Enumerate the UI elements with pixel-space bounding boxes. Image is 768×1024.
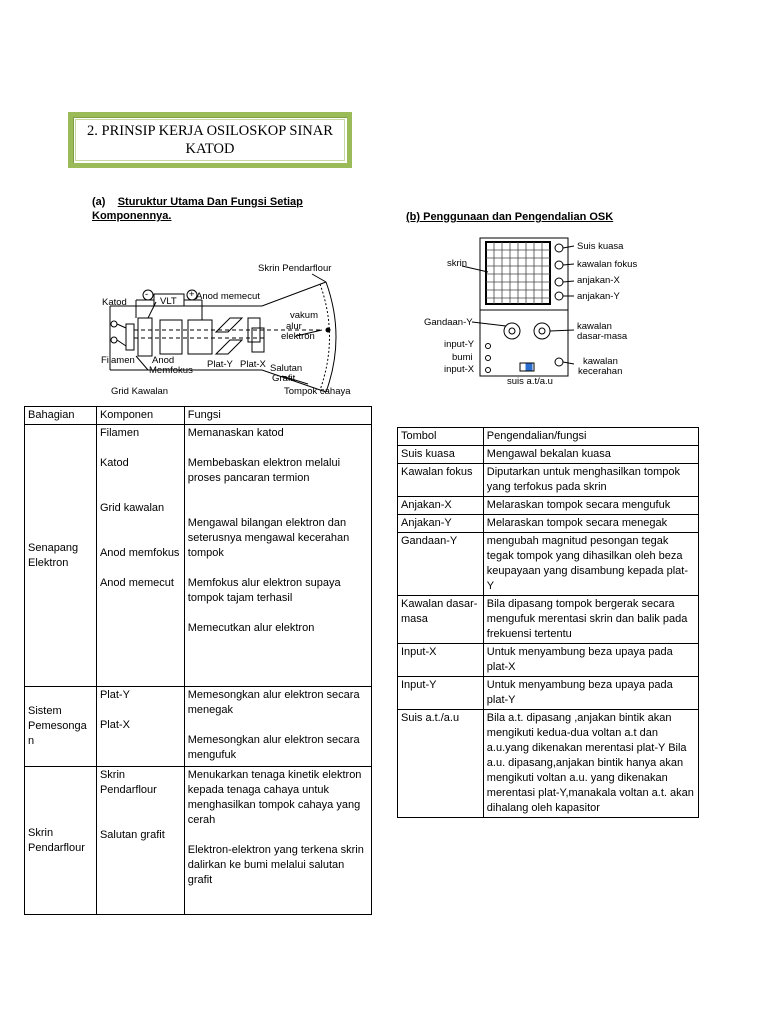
label-plat-x: Plat-X: [240, 359, 266, 370]
table2-row: [398, 446, 699, 464]
table2-row: [398, 596, 699, 644]
table1-fungsi: Menukarkan tenaga kinetik elektron kepada tenaga cahaya untuk menghasilkan tompok cahaya yang cerah: [187, 769, 362, 826]
table2-row: [398, 644, 699, 677]
crt-screen: [326, 282, 336, 392]
label-vlt: VLT: [160, 296, 177, 307]
label-vlt-minus: -: [145, 289, 149, 300]
label-filamen: Filamen: [101, 355, 135, 366]
title-line-1: 2. PRINSIP KERJA OSILOSKOP SINAR: [87, 123, 333, 139]
table2-cell-tombol: Suis a.t./a.u: [398, 710, 484, 818]
table1-fungsi: Membebaskan elektron melalui proses pancaran termion: [187, 457, 341, 484]
section-a-heading-line-2: Komponennya.: [92, 210, 172, 222]
table1-komponen-cell: [96, 425, 184, 687]
table1-komponen: Grid kawalan: [99, 502, 165, 514]
label-tompok-cahaya: Tompok cahaya: [284, 386, 351, 397]
screen-grid: [486, 242, 550, 304]
section-b-heading: (b) Penggunaan dan Pengendalian OSK: [406, 211, 614, 223]
table1-row-senapang: [25, 425, 372, 687]
table-pengendalian-osk: [397, 427, 699, 818]
gandaan-y-knob: [504, 323, 520, 339]
table1-row-skrin: [25, 767, 372, 915]
table1-bahagian: Skrin Pendarflour: [25, 767, 97, 915]
table1-fungsi: Memecutkan alur elektron: [187, 622, 315, 634]
suis-kuasa-knob: [555, 244, 563, 252]
tompok-cahaya-dot: [326, 328, 331, 333]
table2-cell-tombol: Suis kuasa: [398, 446, 484, 464]
table2-cell-tombol: Kawalan dasar-masa: [398, 596, 484, 644]
label-anod-memfokus-1: Anod: [152, 355, 175, 366]
label-kawalan-kecerahan-1: kawalan: [583, 356, 618, 367]
table2-cell-fungsi: Untuk menyambung beza upaya pada plat-X: [483, 644, 698, 677]
table1-bahagian: Sistem Pemesonga n: [25, 687, 97, 767]
table1-header-row: [25, 407, 372, 425]
label-alur: alur: [286, 321, 302, 332]
label-katod: Katod: [102, 297, 127, 308]
label-plat-y: Plat-Y: [207, 359, 233, 370]
table1-fungsi-cell: [184, 767, 371, 915]
table2-cell-tombol: Input-X: [398, 644, 484, 677]
label-elektron: elektron: [281, 331, 315, 342]
anod-memfokus-shape: [160, 320, 182, 354]
kawalan-fokus-knob: [555, 261, 563, 269]
table-komponen-osk: [24, 406, 372, 915]
table1-fungsi: Mengawal bilangan elektron dan seterusnya mengawal kecerahan tompok: [187, 517, 350, 559]
table2-header-row: [398, 428, 699, 446]
table2-cell-fungsi: Diputarkan untuk menghasilkan tompok yang terfokus pada skrin: [483, 464, 698, 497]
label-gandaan-y: Gandaan-Y: [424, 317, 473, 328]
table1-header-bahagian: Bahagian: [25, 407, 97, 425]
label-anjakan-x: anjakan-X: [577, 275, 620, 286]
filamen-terminal-2: [111, 337, 117, 343]
table1-fungsi: Memanaskan katod: [187, 427, 284, 439]
table1-fungsi: Memesongkan alur elektron secara mengufuk: [187, 734, 360, 761]
label-grid-kawalan: Grid Kawalan: [111, 386, 169, 397]
label-anod-memecut: Anod memecut: [196, 291, 260, 302]
label-vlt-plus: +: [189, 289, 195, 300]
section-a-heading-line-1: Sturuktur Utama Dan Fungsi Setiap: [117, 196, 303, 208]
label-input-y: input-Y: [444, 339, 475, 350]
table2-cell-fungsi: Untuk menyambung beza upaya pada plat-Y: [483, 677, 698, 710]
table2-header-fungsi: Pengendalian/fungsi: [483, 428, 698, 446]
label-skrin-pendarflour: Skrin Pendarflour: [258, 263, 332, 274]
page-title: [75, 119, 345, 161]
label-vakum: vakum: [290, 310, 318, 321]
bumi-socket: [486, 356, 491, 361]
table1-bahagian: Senapang Elektron: [25, 425, 97, 687]
table1-komponen: Plat-X: [99, 719, 130, 731]
table1-komponen: Salutan grafit: [99, 829, 165, 841]
kawalan-dasar-masa-knob: [534, 323, 550, 339]
table2-cell-tombol: Anjakan-X: [398, 497, 484, 515]
table2-cell-tombol: Gandaan-Y: [398, 533, 484, 596]
table1-komponen-cell: [96, 687, 184, 767]
filamen-terminal-1: [111, 321, 117, 327]
table2-cell-fungsi: mengubah magnitud pesongan tegak tegak tompok yang dihasilkan oleh beza keupayaan yang disambung kepada plat-Y: [483, 533, 698, 596]
label-anod-memfokus-2: Memfokus: [149, 365, 193, 376]
table2-cell-fungsi: Bila a.t. dipasang ,anjakan bintik akan mengikuti kedua-dua voltan a.t dan a.u.yang dikenakan merentasi plat-Y Bila a.u. dipasang,anjakan bintik hanya akan mengikuti voltan a.u. yang dikenakan merentasi plat-Y,manakala voltan a.t. akan dihalang oleh kapasitor: [483, 710, 698, 818]
table1-komponen: Filamen: [99, 427, 140, 439]
anjakan-y-knob: [555, 292, 563, 300]
label-anjakan-y: anjakan-Y: [577, 291, 620, 302]
table1-komponen: Anod memecut: [99, 577, 174, 589]
table2-header-tombol: Tombol: [398, 428, 484, 446]
table1-header-fungsi: Fungsi: [184, 407, 371, 425]
table2-row: [398, 464, 699, 497]
table1-row-pemesongan: [25, 687, 372, 767]
table1-komponen: Skrin Pendarflour: [99, 769, 157, 796]
table2-cell-fungsi: Melaraskan tompok secara menegak: [483, 515, 698, 533]
table1-komponen: Katod: [99, 457, 129, 469]
label-kawalan-dasar-1: kawalan: [577, 321, 612, 332]
table1-fungsi-cell: [184, 425, 371, 687]
label-kawalan-kecerahan-2: kecerahan: [578, 366, 623, 377]
table1-fungsi-cell: [184, 687, 371, 767]
table2-cell-fungsi: Melaraskan tompok secara mengufuk: [483, 497, 698, 515]
label-osk-skrin: skrin: [447, 258, 468, 269]
kawalan-kecerahan-knob: [555, 358, 563, 366]
input-y-socket: [486, 344, 491, 349]
table2-row: [398, 710, 699, 818]
label-bumi: bumi: [452, 352, 473, 363]
oscilloscope-body: [480, 238, 568, 376]
label-suis-atau: suis a.t/a.u: [507, 376, 553, 387]
section-a-marker: (a): [92, 196, 106, 208]
table2-row: [398, 515, 699, 533]
table2-cell-fungsi: Mengawal bekalan kuasa: [483, 446, 698, 464]
table2-cell-fungsi: Bila dipasang tompok bergerak secara mengufuk merentasi skrin dan balik pada frekuensi tertentu: [483, 596, 698, 644]
table2-cell-tombol: Anjakan-Y: [398, 515, 484, 533]
label-salutan-1: Salutan: [270, 363, 303, 374]
table1-komponen: Anod memfokus: [99, 547, 180, 559]
anod-memecut-shape: [188, 320, 212, 354]
table2-row: [398, 677, 699, 710]
table1-fungsi: Elektron-elektron yang terkena skrin dalirkan ke bumi melalui salutan grafit: [187, 844, 364, 886]
label-kawalan-dasar-2: dasar-masa: [577, 331, 628, 342]
table2-cell-tombol: Input-Y: [398, 677, 484, 710]
title-line-2: KATOD: [185, 141, 235, 157]
table1-komponen-cell: [96, 767, 184, 915]
table2-row: [398, 497, 699, 515]
table1-fungsi: Memesongkan alur elektron secara menegak: [187, 689, 360, 716]
table2-cell-tombol: Kawalan fokus: [398, 464, 484, 497]
katod-shape: [126, 324, 134, 350]
table1-fungsi: Memfokus alur elektron supaya tompok tajam terhasil: [187, 577, 341, 604]
label-suis-kuasa: Suis kuasa: [577, 241, 624, 252]
table1-komponen: Plat-Y: [99, 689, 130, 701]
table2-row: [398, 533, 699, 596]
title-box: [68, 112, 352, 168]
section-a-heading: [92, 195, 332, 223]
label-input-x: input-X: [444, 364, 475, 375]
table1-header-komponen: Komponen: [96, 407, 184, 425]
crt-diagram: [96, 258, 376, 406]
label-salutan-2: Grafit: [272, 373, 296, 384]
grid-kawalan-shape: [138, 318, 152, 356]
anjakan-x-knob: [555, 278, 563, 286]
input-x-socket: [486, 368, 491, 373]
label-kawalan-fokus: kawalan fokus: [577, 259, 638, 270]
